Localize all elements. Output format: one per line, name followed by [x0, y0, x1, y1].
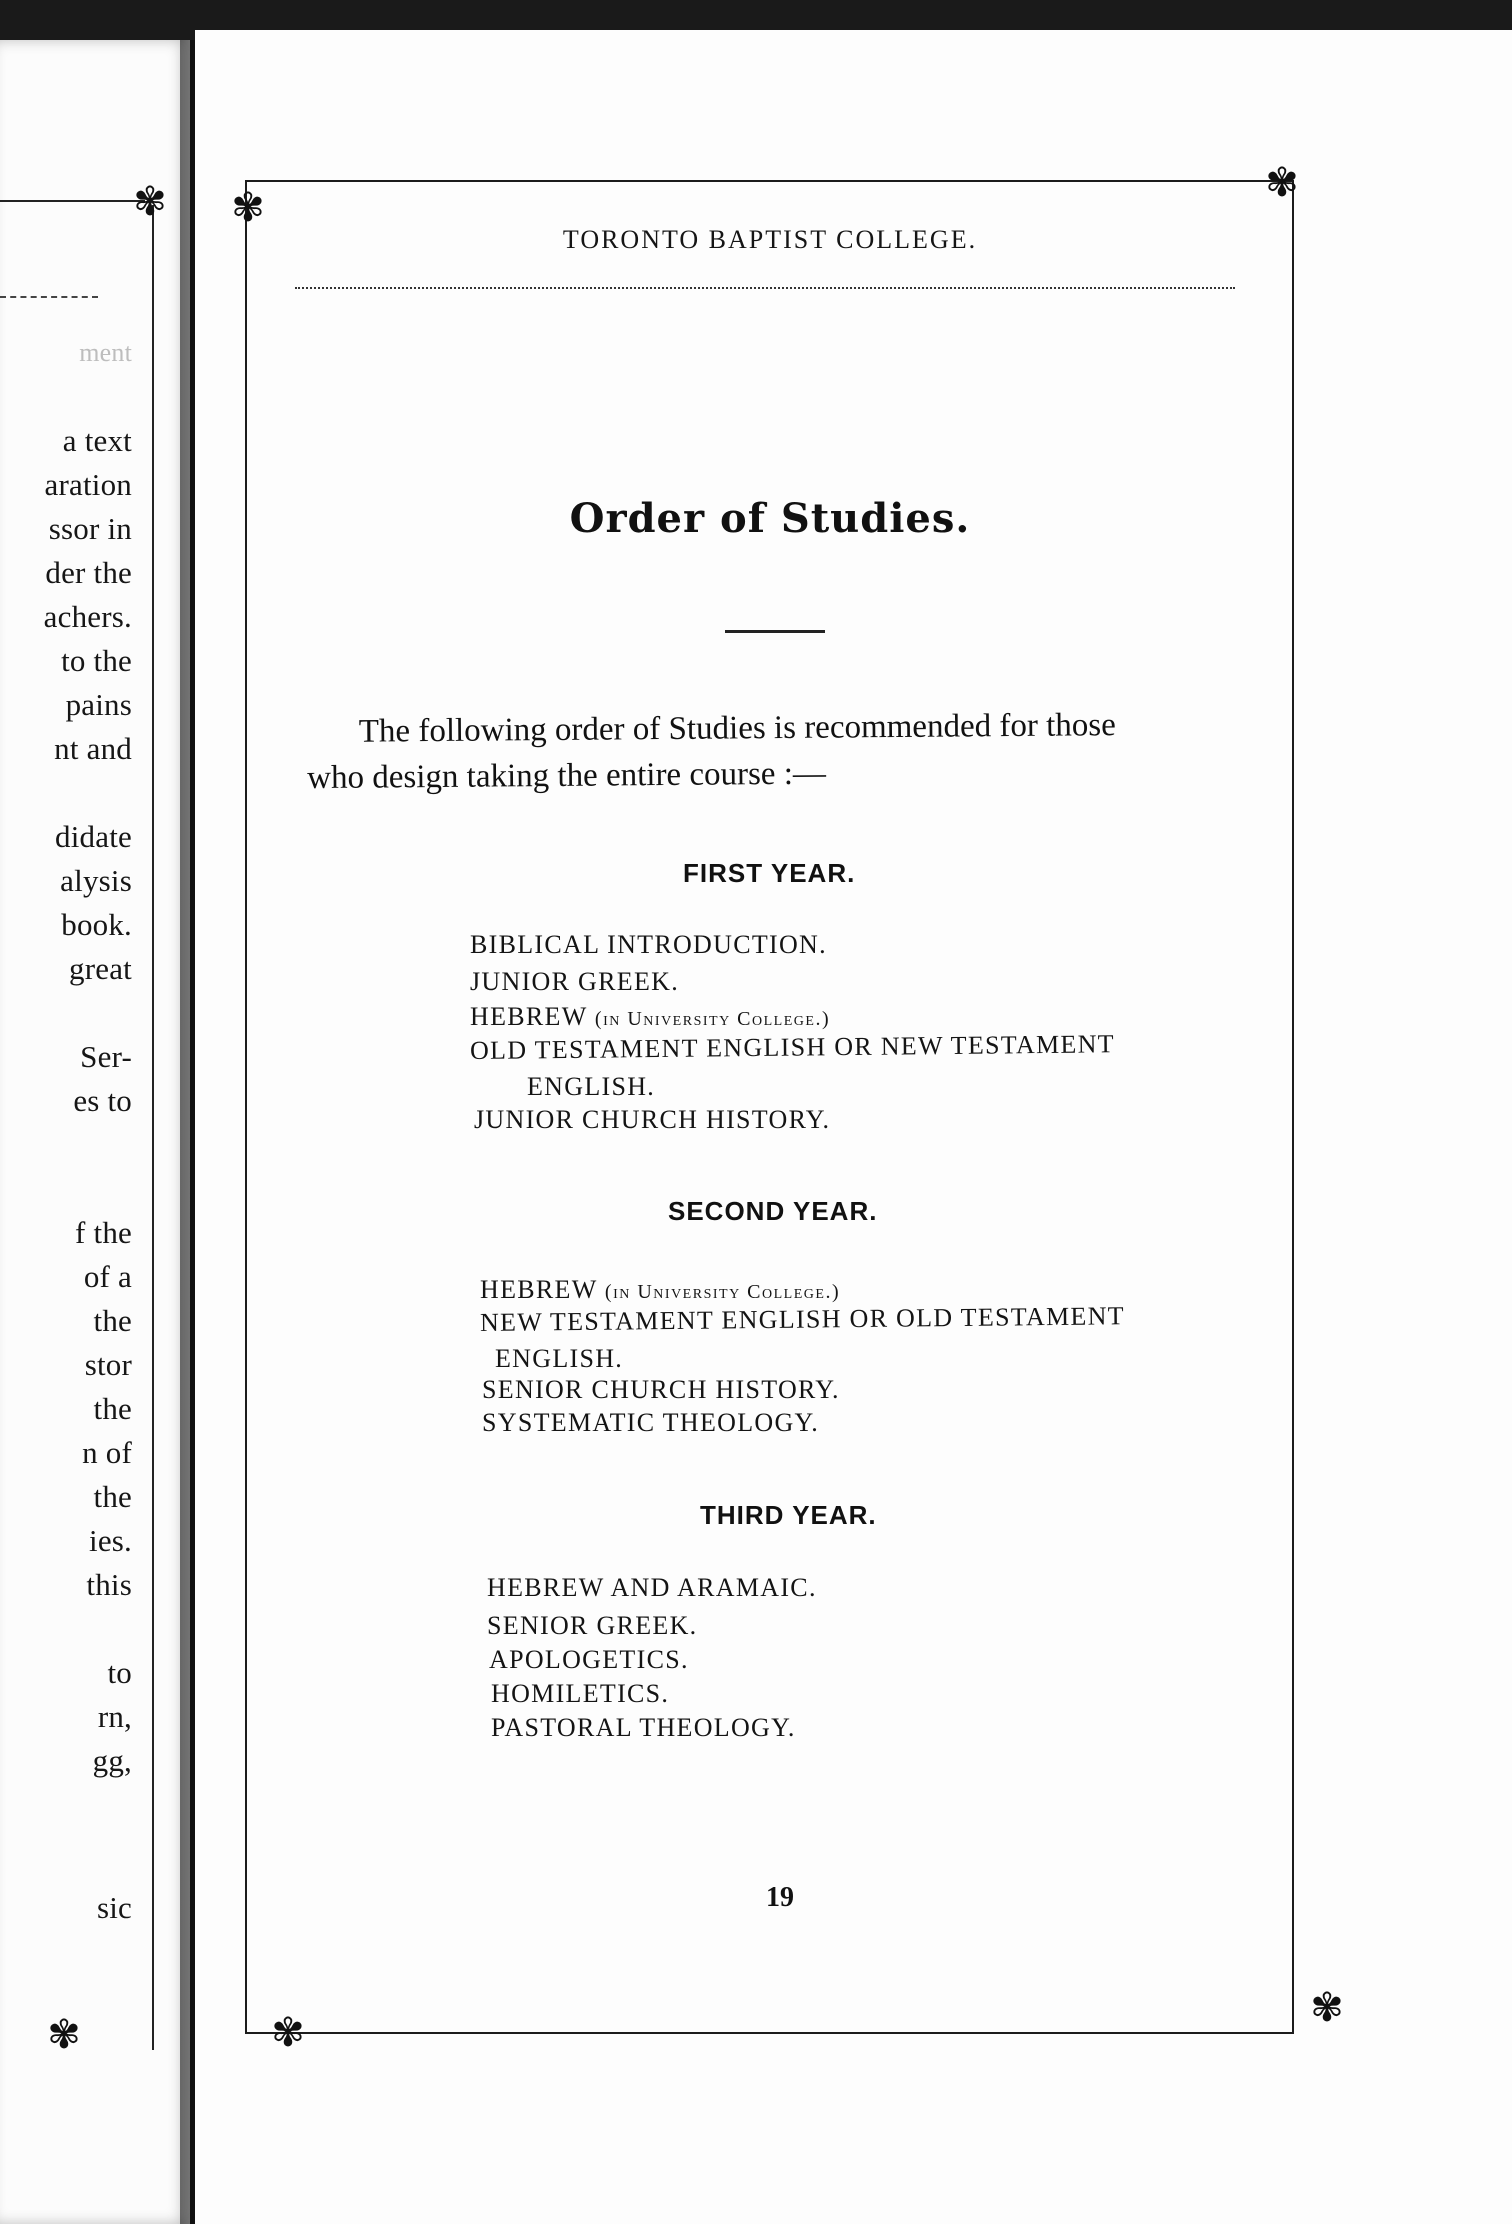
course-item: SENIOR CHURCH HISTORY. [482, 1375, 840, 1404]
course-item-continuation: ENGLISH. [495, 1344, 624, 1373]
course-item: PASTORAL THEOLOGY. [491, 1713, 796, 1742]
ornament-icon: ✾ [1310, 1985, 1344, 2031]
left-page-line: great [69, 951, 132, 986]
left-page-line: rn, [97, 1699, 132, 1734]
left-page-line: der the [45, 555, 132, 590]
intro-line: who design taking the entire course :— [307, 755, 827, 797]
left-page-line: book. [61, 907, 132, 942]
left-page-line: ies. [89, 1523, 132, 1558]
running-head-rule [295, 287, 1235, 289]
left-page-line: alysis [60, 863, 132, 898]
left-page-line: n of [82, 1435, 132, 1470]
intro-line: The following order of Studies is recommended for those [358, 707, 1116, 750]
left-page-line: didate [55, 819, 132, 854]
course-item [480, 1275, 840, 1305]
ornament-icon: ✾ [1265, 160, 1299, 206]
course-name: HEBREW [470, 1002, 588, 1031]
ornament-icon: ✾ [47, 2012, 81, 2058]
ornament-icon: ✾ [271, 2010, 305, 2056]
page-number: 19 [766, 1882, 794, 1913]
left-page-line: pains [65, 687, 132, 722]
course-note: (in University College.) [604, 1281, 841, 1303]
course-item: JUNIOR GREEK. [470, 967, 680, 996]
course-item [470, 1002, 830, 1032]
course-item: BIBLICAL INTRODUCTION. [470, 930, 827, 959]
left-page-line: the [93, 1391, 132, 1426]
left-page-line: this [86, 1567, 132, 1602]
left-page-line: gg, [92, 1743, 132, 1778]
left-page-line: nt and [54, 731, 132, 766]
intro-paragraph [307, 701, 1258, 801]
left-page-line: aration [44, 467, 132, 502]
first-year-heading: FIRST YEAR. [683, 858, 856, 888]
course-item: APOLOGETICS. [489, 1645, 689, 1674]
third-year-heading: THIRD YEAR. [700, 1500, 877, 1530]
course-item: SYSTEMATIC THEOLOGY. [482, 1408, 820, 1437]
left-page-line: to [107, 1655, 132, 1690]
left-page-line: es to [73, 1083, 132, 1118]
left-page-line: f the [75, 1215, 132, 1250]
left-page-ghost-line: ment [79, 338, 132, 367]
course-item: HOMILETICS. [491, 1679, 670, 1708]
left-page-line: stor [84, 1347, 132, 1382]
left-page-line: to the [61, 643, 132, 678]
second-year-heading: SECOND YEAR. [668, 1196, 878, 1226]
course-item: JUNIOR CHURCH HISTORY. [474, 1105, 831, 1134]
course-name: HEBREW [480, 1275, 598, 1304]
ornament-icon: ✾ [133, 179, 167, 225]
left-page-line: a text [62, 423, 132, 458]
course-note: (in University College.) [594, 1008, 831, 1030]
page-title: Order of Studies. [569, 495, 971, 542]
left-page-line: the [93, 1303, 132, 1338]
course-item: HEBREW AND ARAMAIC. [487, 1573, 817, 1602]
course-item: SENIOR GREEK. [487, 1611, 698, 1640]
left-page-line: achers. [43, 599, 132, 634]
course-item: NEW TESTAMENT ENGLISH OR OLD TESTAMENT [479, 1301, 1126, 1337]
left-page-line: ssor in [48, 511, 132, 546]
left-page-line: of a [83, 1259, 132, 1294]
course-item: OLD TESTAMENT ENGLISH OR NEW TESTAMENT [469, 1029, 1116, 1065]
left-page-line: the [93, 1479, 132, 1514]
ornament-icon: ✾ [231, 185, 265, 231]
running-head: TORONTO BAPTIST COLLEGE. [562, 225, 978, 254]
left-page-line: Ser- [80, 1039, 132, 1074]
title-rule [725, 630, 825, 633]
course-item-continuation: ENGLISH. [527, 1072, 656, 1101]
left-page-line: sic [96, 1890, 132, 1925]
